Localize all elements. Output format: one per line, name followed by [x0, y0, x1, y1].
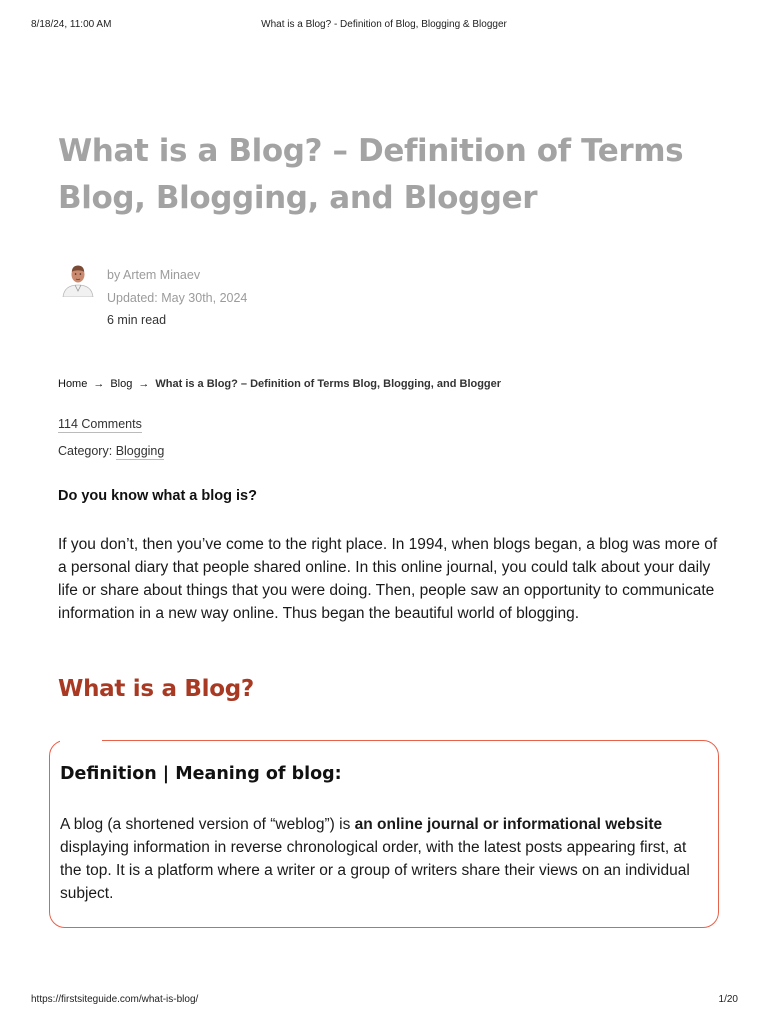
definition-text-bold: an online journal or informational website	[354, 816, 663, 833]
breadcrumb-home[interactable]: Home	[58, 378, 88, 390]
author-name[interactable]: by Artem Minaev	[107, 268, 201, 282]
definition-text	[60, 813, 712, 905]
print-document-title: What is a Blog? - Definition of Blog, Blogging & Blogger	[261, 19, 507, 30]
category-link[interactable]: Blogging	[115, 444, 165, 458]
breadcrumb-arrow-icon: →	[93, 378, 105, 390]
author-avatar	[60, 261, 96, 297]
updated-date: Updated: May 30th, 2024	[107, 291, 248, 305]
breadcrumb-arrow-icon: →	[138, 378, 150, 390]
breadcrumb	[58, 378, 501, 390]
print-page-number: 1/20	[718, 994, 738, 1005]
print-footer	[0, 994, 768, 1008]
category-line	[58, 444, 164, 458]
lead-question: Do you know what a blog is?	[58, 488, 257, 504]
breadcrumb-current: What is a Blog? – Definition of Terms Blog, Blogging, and Blogger	[155, 378, 502, 390]
comments-link[interactable]: 114 Comments	[58, 417, 142, 431]
definition-title: Definition | Meaning of blog:	[60, 764, 342, 784]
definition-text-start: A blog (a shortened version of “weblog”) is	[60, 816, 355, 833]
section-heading: What is a Blog?	[58, 676, 254, 702]
read-time: 6 min read	[107, 313, 167, 327]
category-label: Category:	[58, 444, 113, 458]
print-header	[0, 19, 768, 33]
print-datetime: 8/18/24, 11:00 AM	[31, 19, 112, 30]
intro-paragraph: If you don’t, then you’ve come to the right place. In 1994, when blogs began, a blog was more of a personal diary that people shared online. In this online journal, you could talk about your daily life or share about things that you were doing. Then, people saw an opportunity to communicate information in a new way online. Thus began the beautiful world of blogging.	[58, 536, 718, 622]
article-title: What is a Blog? – Definition of Terms Blog, Blogging, and Blogger	[58, 133, 684, 216]
definition-text-end: displaying information in reverse chronological order, with the latest posts appearing first, at the top. It is a platform where a writer or a group of writers share their views on an individual subject.	[60, 839, 690, 902]
breadcrumb-blog[interactable]: Blog	[110, 378, 133, 390]
definition-box-notch	[60, 733, 102, 745]
print-url: https://firstsiteguide.com/what-is-blog/	[31, 994, 199, 1005]
